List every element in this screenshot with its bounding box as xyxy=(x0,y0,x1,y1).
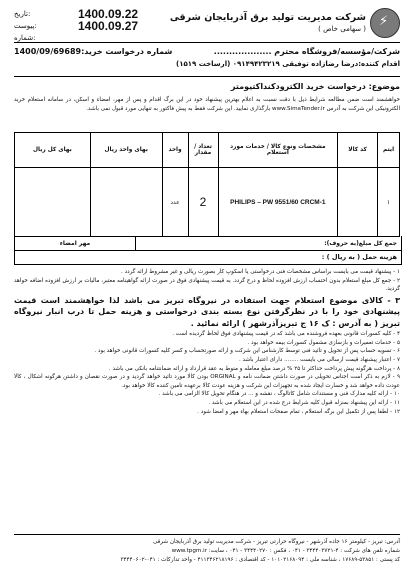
attach-label: پیوست: xyxy=(14,22,37,30)
recipient-line xyxy=(14,47,400,56)
date-value: 1400.09.22 xyxy=(78,7,139,21)
date-label: تاریخ: xyxy=(14,10,31,18)
note-item: ۱۱ - ارائه این پیشنهاد بمنزله قبول کلیه شرایط درج شده در این استعلام می باشد . xyxy=(208,400,400,407)
items-table xyxy=(14,132,400,237)
note-item: ۶ - تسویه حساب پس از تحویل و تائید فنی توسط کارشناس این شرکت و ارائه صورتحساب و کسر کلیه کسورات قانونی خواهد بود . xyxy=(94,348,400,355)
note-item: ۸ - پرداخت هرگونه پیش پرداخت حداکثر تا ۲۵ % درصد مبلغ معامله و منوط به عقد قرارداد و ارائه ضمانتنامه بانکی می باشد . xyxy=(108,365,400,372)
subject: موضوع: درخواست خرید الکترودکنداکتیومتر xyxy=(230,82,400,91)
cell-qty: 2 xyxy=(188,168,218,237)
footer xyxy=(14,534,400,565)
table-row xyxy=(15,168,400,237)
sum-label: جمع کل مبلغ(به حروف): xyxy=(324,239,397,247)
note-item-highlight: ۳ - کالای موضوع استعلام جهت استفاده در نیروگاه تبریز می باشد لذا خواهشمند است قیمت پیشنهادی خود را با در نظرگرفتن نوع بسته بندی درخواستی و هزینه حمل تا درب انبار نیروگاه تبریز ( به آدرس : ک ۱۶ ج تبریزآذرشهر ) ارائه نمائید . xyxy=(14,295,400,328)
cell-code xyxy=(338,168,378,237)
col-header-qty: تعداد / مقدار xyxy=(188,133,218,168)
request-number: شماره درخواست خرید:1400/09/69689 xyxy=(14,47,173,56)
shipping-row xyxy=(14,250,402,265)
col-header-item: ایتم xyxy=(378,133,400,168)
cell-unit: عدد xyxy=(162,168,188,237)
footer-codes: کد پستی : ۵۳۸۵۱-۱۷۶۸۹ ، شناسه ملی : ۱۰۱۰۲۱۶۸۰۹۴ - کد اقتصادی : ۴۱۱۳۴۶۲۱۸۱۹۶ - واحد تدارکات : ۰۴۱-۳۴۴۴۰۶۰۲ xyxy=(120,557,400,563)
note-item: ۴ - کلیه کسورات قانونی بعهده فروشنده می باشد که در قیمت پیشنهادی فوق لحاظ گردیده است . xyxy=(172,331,400,338)
stamp-label: مهر امضاء xyxy=(15,236,136,250)
note-item: ۱۲ - لطفا پس از تکمیل این برگه استعلام ، تمام صفحات استعلام بهاء مهر و امضا شود . xyxy=(197,408,400,415)
col-header-unit: واحد xyxy=(162,133,188,168)
note-item: ۵ - خدمات تعمیرات و بازسازی مشمول کسورات بیمه خواهد بود . xyxy=(247,339,400,346)
intro-paragraph: خواهشمند است ضمن مطالعه شرایط ذیل با دقت نسبت به اعلام بهترین پیشنهاد خود در این برگ اقدام و پس از مهر، امضاء و اسکن، در سامانه استعلام خرید الکترونیکی این شرکت به آدرس www.SimaTender.ir بارگذاری نمایید. این شرکت فقط به پیش فاکتور به تنهایی مورد قبول نمی باشد. xyxy=(14,97,400,112)
footer-address: آدرس: تبریز - کیلومتر ۱۶ جاده آذرشهر - نیروگاه حرارتی تبریز - شرکت مدیریت تولید برق آذربایجان شرقی xyxy=(152,539,400,545)
col-header-description: مشخصات ونوع کالا / خدمات مورد استعلام xyxy=(218,133,338,168)
table-header-row xyxy=(15,133,400,168)
cell-total xyxy=(15,168,91,237)
note-item: ۱۰ - ارائه کلیه مدارک فنی و مستندات شامل کاتالوگ ، نقشه و ... در هنگام تحویل کالا الزامی می باشد . xyxy=(158,391,400,398)
note-item: ۲ - جمع کل مبلغ استعلام بدون احتساب ارزش افزوده لحاظ و درج گردد. به قیمت پیشنهادی فوق در صورت ارائه گواهینامه معتبر، مالیات بر ارزش افزوده اضافه خواهد گردید. xyxy=(14,277,400,293)
sum-row xyxy=(14,236,402,251)
note-item: ۱ - پیشنهاد قیمت می بایست براساس مشخصات فنی درخواستی یا اسکوپ کار بصورت ریالی و غیر مشروط ارائه گردد . xyxy=(121,269,400,275)
col-header-unit-price: بهای واحد ریال xyxy=(90,133,162,168)
company-name: شرکت مدیریت تولید برق آذربایجان شرقی xyxy=(169,12,366,23)
shipping-label: هزینه حمل ( به ریال ) : xyxy=(321,253,397,261)
note-item: ۷ - اعتبار پیشنهاد قیمت ارسالی می بایست ........ دارای اعتبار باشد . xyxy=(238,357,400,364)
header-meta xyxy=(14,8,164,44)
attach-value: 1400.09.27 xyxy=(78,19,139,33)
footer-phones: شماره تلفن های شرکت : ۴-۳۴۴۴۰۳۷۲۱ - ۰۴۱ ، فکس : ۳۴۴۴۰۲۷۰ - ۰۴۱ ، سایت: www.tpgm.ir xyxy=(171,548,400,554)
col-header-code: کد کالا xyxy=(338,133,378,168)
cell-description: PHILIPS – PW 9551/60 CRCM-1 xyxy=(218,168,338,237)
subject-divider xyxy=(14,76,400,77)
company-logo-icon xyxy=(370,8,400,38)
cell-item: ۱ xyxy=(378,168,400,237)
cell-unit-price xyxy=(90,168,162,237)
number-label: شماره: xyxy=(14,34,36,42)
company-subtitle: ( سهامی خاص ) xyxy=(318,25,366,33)
header-divider xyxy=(14,42,400,43)
note-item: ۹ - لازم به ذکر است اجناس تحویلی در صورت داشتن ضمانت نامه و ORGINAL بودن کالا مورد تائید خواهد گردید و در صورت نقصان و داشتن هرگونه اشکال ، کالا عودت داده خواهد شد و خسارت ایجاد شده به تجهیزات این شرکت و هزینه عودت کالا برعهده تامین کننده کالا خواهد بود. xyxy=(14,374,400,389)
col-header-total: بهای کل ریال xyxy=(15,133,91,168)
contact-line: اقدام کننده:درضا رضازاده توفیقی ۰۹۱۴۹۴۲۳۲۱۹ (ارساخت ۱۵۱۹) xyxy=(175,60,400,68)
conditions-list xyxy=(14,268,400,416)
recipient: شرکت/مؤسسه/فروشگاه محترم ................... xyxy=(213,47,400,56)
